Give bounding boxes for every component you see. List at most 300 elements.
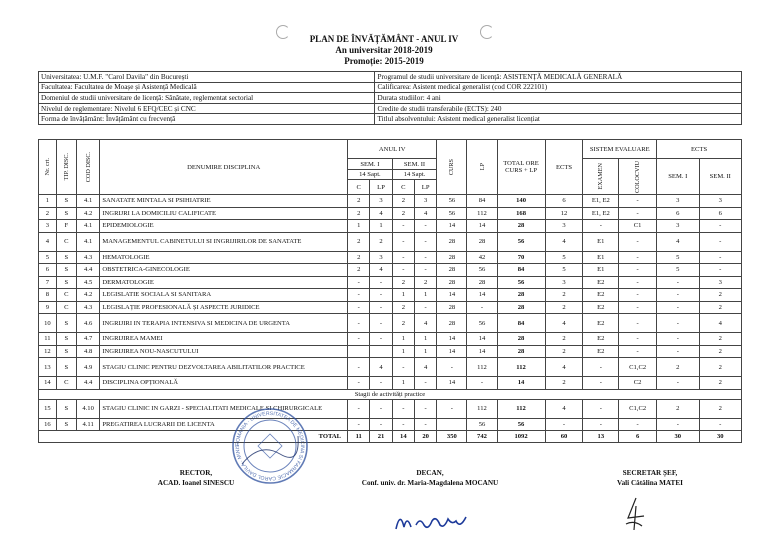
ects-sem1-cell: - xyxy=(657,418,699,431)
sem2-c-cell: - xyxy=(392,264,414,277)
nr-cell: 1 xyxy=(39,195,57,208)
sem2-lp-cell: - xyxy=(415,220,437,233)
tip-cell: S xyxy=(56,358,76,377)
curs-cell: - xyxy=(437,399,467,418)
ects-sem1-cell: - xyxy=(657,289,699,302)
nr-cell: 4 xyxy=(39,232,57,251)
sem1-lp-cell: - xyxy=(370,289,392,302)
secretar-name: Vali Cătălina MATEI xyxy=(617,479,683,487)
col-lp2: LP xyxy=(415,180,437,195)
sem1-c-cell: 2 xyxy=(348,251,370,264)
sem1-lp-cell: 2 xyxy=(370,232,392,251)
total-row xyxy=(39,431,742,443)
ects-cell: 4 xyxy=(545,232,583,251)
sem2-c-cell: - xyxy=(392,251,414,264)
total-ore-cell: 14 xyxy=(497,377,545,390)
sem2-c-cell: - xyxy=(392,418,414,431)
table-row xyxy=(39,264,742,277)
discipline-name: INGRIJIRI IN TERAPIA INTENSIVA SI MEDICINA DE URGENTA xyxy=(100,314,348,333)
ects-cell: 4 xyxy=(545,314,583,333)
lp-cell: 112 xyxy=(467,358,497,377)
total-ects-cell: 60 xyxy=(545,431,583,443)
ects-sem1-cell: 3 xyxy=(657,220,699,233)
cod-cell: 4.2 xyxy=(76,207,99,220)
info-row xyxy=(39,93,742,104)
lp-cell: 14 xyxy=(467,333,497,346)
nr-cell: 5 xyxy=(39,251,57,264)
discipline-name: MANAGEMENTUL CABINETULUI SI INGRIJIRILOR DE SANATATE xyxy=(100,232,348,251)
table-row xyxy=(39,377,742,390)
info-right-cell: Programul de studii universitare de licență: ASISTENȚĂ MEDICALĂ GENERALĂ xyxy=(375,72,742,83)
tip-cell: S xyxy=(56,276,76,289)
sem1-lp-cell: - xyxy=(370,301,392,314)
total-sem1-c-cell: 11 xyxy=(348,431,370,443)
sem2-c-cell: 2 xyxy=(392,195,414,208)
ects-cell: 2 xyxy=(545,377,583,390)
ects-sem1-cell: 5 xyxy=(657,264,699,277)
info-left-cell: Domeniul de studii universitare de licență: Sănătate, reglementat sectorial xyxy=(39,93,375,104)
sem2-c-cell: 1 xyxy=(392,289,414,302)
total-ore-cell: 28 xyxy=(497,345,545,358)
total-ore-cell: 28 xyxy=(497,301,545,314)
nr-cell: 2 xyxy=(39,207,57,220)
sem1-c-cell: - xyxy=(348,289,370,302)
lp-cell: - xyxy=(467,377,497,390)
curs-cell: 56 xyxy=(437,207,467,220)
curs-cell: 28 xyxy=(437,251,467,264)
col-c2: C xyxy=(392,180,414,195)
cod-cell: 4.7 xyxy=(76,333,99,346)
sem2-lp-cell: 4 xyxy=(415,358,437,377)
ects-sem2-cell: 2 xyxy=(699,358,742,377)
curs-cell: 14 xyxy=(437,377,467,390)
discipline-name: INGRIJIREA MAMEI xyxy=(100,333,348,346)
ects-sem1-cell: - xyxy=(657,301,699,314)
ects-sem2-cell: 6 xyxy=(699,207,742,220)
colocviu-cell: C1,C2 xyxy=(619,358,657,377)
col-c1: C xyxy=(348,180,370,195)
sem2-lp-cell: - xyxy=(415,251,437,264)
curs-cell: 28 xyxy=(437,301,467,314)
cod-cell: 4.8 xyxy=(76,345,99,358)
nr-cell: 16 xyxy=(39,418,57,431)
curs-cell: 14 xyxy=(437,220,467,233)
promotion: Promoție: 2015-2019 xyxy=(344,56,424,66)
sem2-c-cell: 1 xyxy=(392,333,414,346)
col-total-ore: TOTAL ORE CURS + LP xyxy=(497,140,545,195)
colocviu-cell: - xyxy=(619,314,657,333)
sem2-lp-cell: 1 xyxy=(415,345,437,358)
total-total-ore-cell: 1092 xyxy=(497,431,545,443)
col-examen: EXAMEN xyxy=(583,159,619,195)
nr-cell: 12 xyxy=(39,345,57,358)
nr-cell: 15 xyxy=(39,399,57,418)
curs-cell: 28 xyxy=(437,264,467,277)
sem2-lp-cell: - xyxy=(415,264,437,277)
tip-cell: C xyxy=(56,289,76,302)
total-ore-cell: 140 xyxy=(497,195,545,208)
examen-cell: E1 xyxy=(583,264,619,277)
colocviu-cell: - xyxy=(619,276,657,289)
ects-sem1-cell: - xyxy=(657,314,699,333)
discipline-name: PREGATIREA LUCRARII DE LICENTA xyxy=(100,418,348,431)
col-lp1: LP xyxy=(370,180,392,195)
stamp-text: ROMANIA · UNIVERSITATEA DE MEDICINA SI FARMACIE CAROL DAVILA · MINIS xyxy=(234,410,306,482)
examen-cell: E2 xyxy=(583,276,619,289)
tip-cell: S xyxy=(56,207,76,220)
sem1-lp-cell: 4 xyxy=(370,358,392,377)
ects-cell: - xyxy=(545,418,583,431)
col-lp-total: LP xyxy=(467,140,497,195)
sem2-c-cell: - xyxy=(392,358,414,377)
sem2-c-cell: - xyxy=(392,232,414,251)
table-row xyxy=(39,399,742,418)
total-sem1-lp-cell: 21 xyxy=(370,431,392,443)
cod-cell: 4.1 xyxy=(76,220,99,233)
colocviu-cell: - xyxy=(619,207,657,220)
table-row xyxy=(39,345,742,358)
table-row xyxy=(39,333,742,346)
academic-year: An universitar 2018-2019 xyxy=(335,45,433,55)
examen-cell: - xyxy=(583,377,619,390)
sem2-lp-cell: - xyxy=(415,301,437,314)
info-left-cell: Universitatea: U.M.F. "Carol Davila" din București xyxy=(39,72,375,83)
total-ore-cell: 28 xyxy=(497,220,545,233)
nr-cell: 13 xyxy=(39,358,57,377)
table-row xyxy=(39,232,742,251)
total-sem2-lp-cell: 20 xyxy=(415,431,437,443)
tip-cell: C xyxy=(56,377,76,390)
ects-cell: 6 xyxy=(545,195,583,208)
table-row xyxy=(39,418,742,431)
ects-sem2-cell: 2 xyxy=(699,377,742,390)
ects-sem1-cell: 2 xyxy=(657,358,699,377)
col-sem1: SEM. I 14 Sapt. xyxy=(348,159,393,180)
curs-cell xyxy=(437,418,467,431)
info-right-cell: Durata studiilor: 4 ani xyxy=(375,93,742,104)
examen-cell: E1 xyxy=(583,251,619,264)
col-ects: ECTS xyxy=(545,140,583,195)
total-ore-cell: 56 xyxy=(497,418,545,431)
table-row xyxy=(39,301,742,314)
sem2-lp-cell: - xyxy=(415,418,437,431)
total-ore-cell: 84 xyxy=(497,264,545,277)
colocviu-cell: - xyxy=(619,418,657,431)
ects-sem1-cell: 4 xyxy=(657,232,699,251)
col-colocviu: COLOCVIU xyxy=(619,159,657,195)
ects-sem2-cell: - xyxy=(699,418,742,431)
sem1-c-cell: - xyxy=(348,333,370,346)
ects-cell: 3 xyxy=(545,220,583,233)
discipline-name: LEGISLAȚIE PROFESIONALĂ ȘI ASPECTE JURIDICE xyxy=(100,301,348,314)
tip-cell: F xyxy=(56,220,76,233)
colocviu-cell: - xyxy=(619,345,657,358)
examen-cell: E1, E2 xyxy=(583,195,619,208)
total-ore-cell: 112 xyxy=(497,358,545,377)
table-row xyxy=(39,220,742,233)
ects-sem2-cell: - xyxy=(699,220,742,233)
examen-cell: E1, E2 xyxy=(583,207,619,220)
sem1-c-cell: - xyxy=(348,358,370,377)
lp-cell: 28 xyxy=(467,232,497,251)
cod-cell: 4.9 xyxy=(76,358,99,377)
table-row xyxy=(39,289,742,302)
tip-cell: C xyxy=(56,232,76,251)
table-row xyxy=(39,251,742,264)
total-label: TOTAL xyxy=(39,431,348,443)
rector-title: RECTOR, xyxy=(179,469,213,477)
lp-cell: 112 xyxy=(467,207,497,220)
lp-cell: 112 xyxy=(467,399,497,418)
nr-cell: 11 xyxy=(39,333,57,346)
colocviu-cell: - xyxy=(619,251,657,264)
tip-cell: S xyxy=(56,399,76,418)
col-cod: COD DISC. xyxy=(76,140,99,195)
total-curs-cell: 350 xyxy=(437,431,467,443)
sem1-lp-cell: - xyxy=(370,333,392,346)
sem1-lp-cell: 1 xyxy=(370,220,392,233)
sem1-lp-cell: - xyxy=(370,399,392,418)
cod-cell: 4.3 xyxy=(76,251,99,264)
sem1-c-cell: 2 xyxy=(348,207,370,220)
ects-sem1-cell: - xyxy=(657,345,699,358)
cod-cell: 4.11 xyxy=(76,418,99,431)
sem2-c-cell: - xyxy=(392,220,414,233)
sem1-c-cell: - xyxy=(348,399,370,418)
lp-cell: 56 xyxy=(467,418,497,431)
document-header xyxy=(0,34,768,67)
total-sem2-c-cell: 14 xyxy=(392,431,414,443)
document-title: PLAN DE ÎNVĂȚĂMÂNT - ANUL IV xyxy=(309,34,459,44)
ects-sem2-cell: 2 xyxy=(699,301,742,314)
curs-cell: 28 xyxy=(437,314,467,333)
sem2-lp-cell: 4 xyxy=(415,314,437,333)
total-examen-cell: 13 xyxy=(583,431,619,443)
ects-sem2-cell: 3 xyxy=(699,276,742,289)
cod-cell: 4.1 xyxy=(76,232,99,251)
discipline-name: INGRIJRI LA DOMICILIU CALIFICATE xyxy=(100,207,348,220)
lp-cell: 56 xyxy=(467,314,497,333)
sem1-lp-cell xyxy=(370,345,392,358)
curs-cell: 14 xyxy=(437,333,467,346)
colocviu-cell: - xyxy=(619,289,657,302)
nr-cell: 3 xyxy=(39,220,57,233)
secretar-handwritten-signature-icon xyxy=(618,494,652,534)
curs-cell: 56 xyxy=(437,195,467,208)
info-row xyxy=(39,103,742,114)
ects-sem1-cell: - xyxy=(657,377,699,390)
cod-cell: 4.2 xyxy=(76,289,99,302)
ects-sem1-cell: 5 xyxy=(657,251,699,264)
ects-sem2-cell: 3 xyxy=(699,195,742,208)
col-tip: TIP. DISC. xyxy=(56,140,76,195)
colocviu-cell: - xyxy=(619,333,657,346)
total-ects-sem2-cell: 30 xyxy=(699,431,742,443)
ects-sem1-cell: 3 xyxy=(657,195,699,208)
examen-cell: E2 xyxy=(583,345,619,358)
ects-cell: 2 xyxy=(545,345,583,358)
info-left-cell: Facultatea: Facultatea de Moașe și Asistență Medicală xyxy=(39,82,375,93)
col-ects-sem1: SEM. I xyxy=(657,159,699,195)
sem1-lp-cell: - xyxy=(370,418,392,431)
lp-cell: 14 xyxy=(467,345,497,358)
sem1-c-cell: - xyxy=(348,314,370,333)
colocviu-cell: C1,C2 xyxy=(619,399,657,418)
table-row xyxy=(39,195,742,208)
sem1-c-cell: 2 xyxy=(348,232,370,251)
info-right-cell: Titlul absolventului: Asistent medical generalist licențiat xyxy=(375,114,742,125)
sem1-c-cell: 1 xyxy=(348,220,370,233)
colocviu-cell: - xyxy=(619,195,657,208)
total-ore-cell: 84 xyxy=(497,314,545,333)
table-row xyxy=(39,207,742,220)
tip-cell: S xyxy=(56,418,76,431)
total-ore-cell: 56 xyxy=(497,276,545,289)
info-row xyxy=(39,72,742,83)
sem2-lp-cell: - xyxy=(415,399,437,418)
ects-cell: 2 xyxy=(545,301,583,314)
ects-sem2-cell: 4 xyxy=(699,314,742,333)
nr-cell: 9 xyxy=(39,301,57,314)
examen-cell: E1 xyxy=(583,232,619,251)
lp-cell: 56 xyxy=(467,264,497,277)
decan-handwritten-signature-icon xyxy=(392,505,482,535)
examen-cell: - xyxy=(583,358,619,377)
examen-cell: - xyxy=(583,399,619,418)
rector-name: ACAD. Ioanel SINESCU xyxy=(157,479,235,487)
info-left-cell: Nivelul de reglementare: Nivelul 6 EFQ/CEC și CNC xyxy=(39,103,375,114)
sem1-c-cell: 2 xyxy=(348,195,370,208)
lp-cell: 84 xyxy=(467,195,497,208)
examen-cell: - xyxy=(583,418,619,431)
total-ore-cell: 28 xyxy=(497,333,545,346)
curs-cell: 14 xyxy=(437,345,467,358)
examen-cell: E2 xyxy=(583,333,619,346)
table-row xyxy=(39,276,742,289)
info-row xyxy=(39,82,742,93)
info-right-cell: Calificarea: Asistent medical generalist (cod COR 222101) xyxy=(375,82,742,93)
total-ore-cell: 56 xyxy=(497,232,545,251)
sem1-c-cell: - xyxy=(348,418,370,431)
nr-cell: 14 xyxy=(39,377,57,390)
sem1-lp-cell: 4 xyxy=(370,207,392,220)
cod-cell: 4.10 xyxy=(76,399,99,418)
decan-name: Conf. univ. dr. Maria-Magdalena MOCANU xyxy=(361,479,499,487)
tip-cell: S xyxy=(56,345,76,358)
ects-sem1-cell: - xyxy=(657,276,699,289)
discipline-name: DISCIPLINA OPȚIONALĂ xyxy=(100,377,348,390)
col-curs: CURS xyxy=(437,140,467,195)
curs-cell: 28 xyxy=(437,232,467,251)
tip-cell: S xyxy=(56,251,76,264)
sem1-lp-cell: 4 xyxy=(370,264,392,277)
col-ects-group: ECTS xyxy=(657,140,742,159)
table-row xyxy=(39,314,742,333)
sem2-lp-cell: - xyxy=(415,377,437,390)
ects-sem2-cell: 2 xyxy=(699,333,742,346)
curs-cell: 28 xyxy=(437,276,467,289)
ects-sem1-cell: 6 xyxy=(657,207,699,220)
sem2-c-cell: 2 xyxy=(392,276,414,289)
col-anul: ANUL IV xyxy=(348,140,437,159)
ects-cell: 12 xyxy=(545,207,583,220)
tip-cell: S xyxy=(56,314,76,333)
decan-signature-block xyxy=(330,468,530,488)
sem1-lp-cell: - xyxy=(370,314,392,333)
ects-sem1-cell: - xyxy=(657,333,699,346)
lp-cell: 28 xyxy=(467,276,497,289)
colocviu-cell: - xyxy=(619,264,657,277)
ects-cell: 3 xyxy=(545,276,583,289)
discipline-name: SANATATE MINTALA SI PSIHIATRIE xyxy=(100,195,348,208)
tip-cell: S xyxy=(56,195,76,208)
total-ore-cell: 112 xyxy=(497,399,545,418)
ects-sem1-cell: 2 xyxy=(657,399,699,418)
cod-cell: 4.3 xyxy=(76,301,99,314)
examen-cell: - xyxy=(583,220,619,233)
discipline-name: DERMATOLOGIE xyxy=(100,276,348,289)
info-row xyxy=(39,114,742,125)
decan-title: DECAN, xyxy=(416,469,444,477)
curs-cell: 14 xyxy=(437,289,467,302)
lp-cell: - xyxy=(467,301,497,314)
sem2-c-cell: - xyxy=(392,399,414,418)
sem2-c-cell: 1 xyxy=(392,377,414,390)
total-ore-cell: 70 xyxy=(497,251,545,264)
total-ore-cell: 28 xyxy=(497,289,545,302)
cod-cell: 4.4 xyxy=(76,264,99,277)
sem2-lp-cell: 2 xyxy=(415,276,437,289)
discipline-name: INGRIJIREA NOU-NASCUTULUI xyxy=(100,345,348,358)
sem2-c-cell: 2 xyxy=(392,207,414,220)
sem1-c-cell xyxy=(348,345,370,358)
lp-cell: 14 xyxy=(467,289,497,302)
col-sem2: SEM. II 14 Sapt. xyxy=(392,159,437,180)
ects-cell: 5 xyxy=(545,264,583,277)
col-nr: Nr. crt. xyxy=(39,140,57,195)
curs-cell: - xyxy=(437,358,467,377)
lp-cell: 42 xyxy=(467,251,497,264)
nr-cell: 10 xyxy=(39,314,57,333)
ects-sem2-cell: 2 xyxy=(699,289,742,302)
sem2-lp-cell: 1 xyxy=(415,333,437,346)
sem2-c-cell: 1 xyxy=(392,345,414,358)
total-ects-sem1-cell: 30 xyxy=(657,431,699,443)
discipline-name: HEMATOLOGIE xyxy=(100,251,348,264)
table-row xyxy=(39,358,742,377)
col-denumire: DENUMIRE DISCIPLINA xyxy=(100,140,348,195)
col-ects-sem2: SEM. II xyxy=(699,159,742,195)
examen-cell: E2 xyxy=(583,301,619,314)
sem1-c-cell: 2 xyxy=(348,264,370,277)
sem2-c-cell: 2 xyxy=(392,301,414,314)
secretar-title: SECRETAR ȘEF, xyxy=(622,469,678,477)
nr-cell: 7 xyxy=(39,276,57,289)
ects-cell: 4 xyxy=(545,399,583,418)
tip-cell: C xyxy=(56,301,76,314)
discipline-name: STAGIU CLINIC IN GARZI - SPECIALITATI MEDICALE SI CHIRURGICALE xyxy=(100,399,348,418)
examen-cell: E2 xyxy=(583,314,619,333)
total-lp-cell: 742 xyxy=(467,431,497,443)
info-table xyxy=(38,71,742,125)
sem1-lp-cell: 3 xyxy=(370,195,392,208)
colocviu-cell: C1 xyxy=(619,220,657,233)
secretar-signature-block xyxy=(580,468,720,488)
stagii-section-row xyxy=(39,389,742,399)
lp-cell: 14 xyxy=(467,220,497,233)
curriculum-table xyxy=(38,139,742,443)
colocviu-cell: C2 xyxy=(619,377,657,390)
